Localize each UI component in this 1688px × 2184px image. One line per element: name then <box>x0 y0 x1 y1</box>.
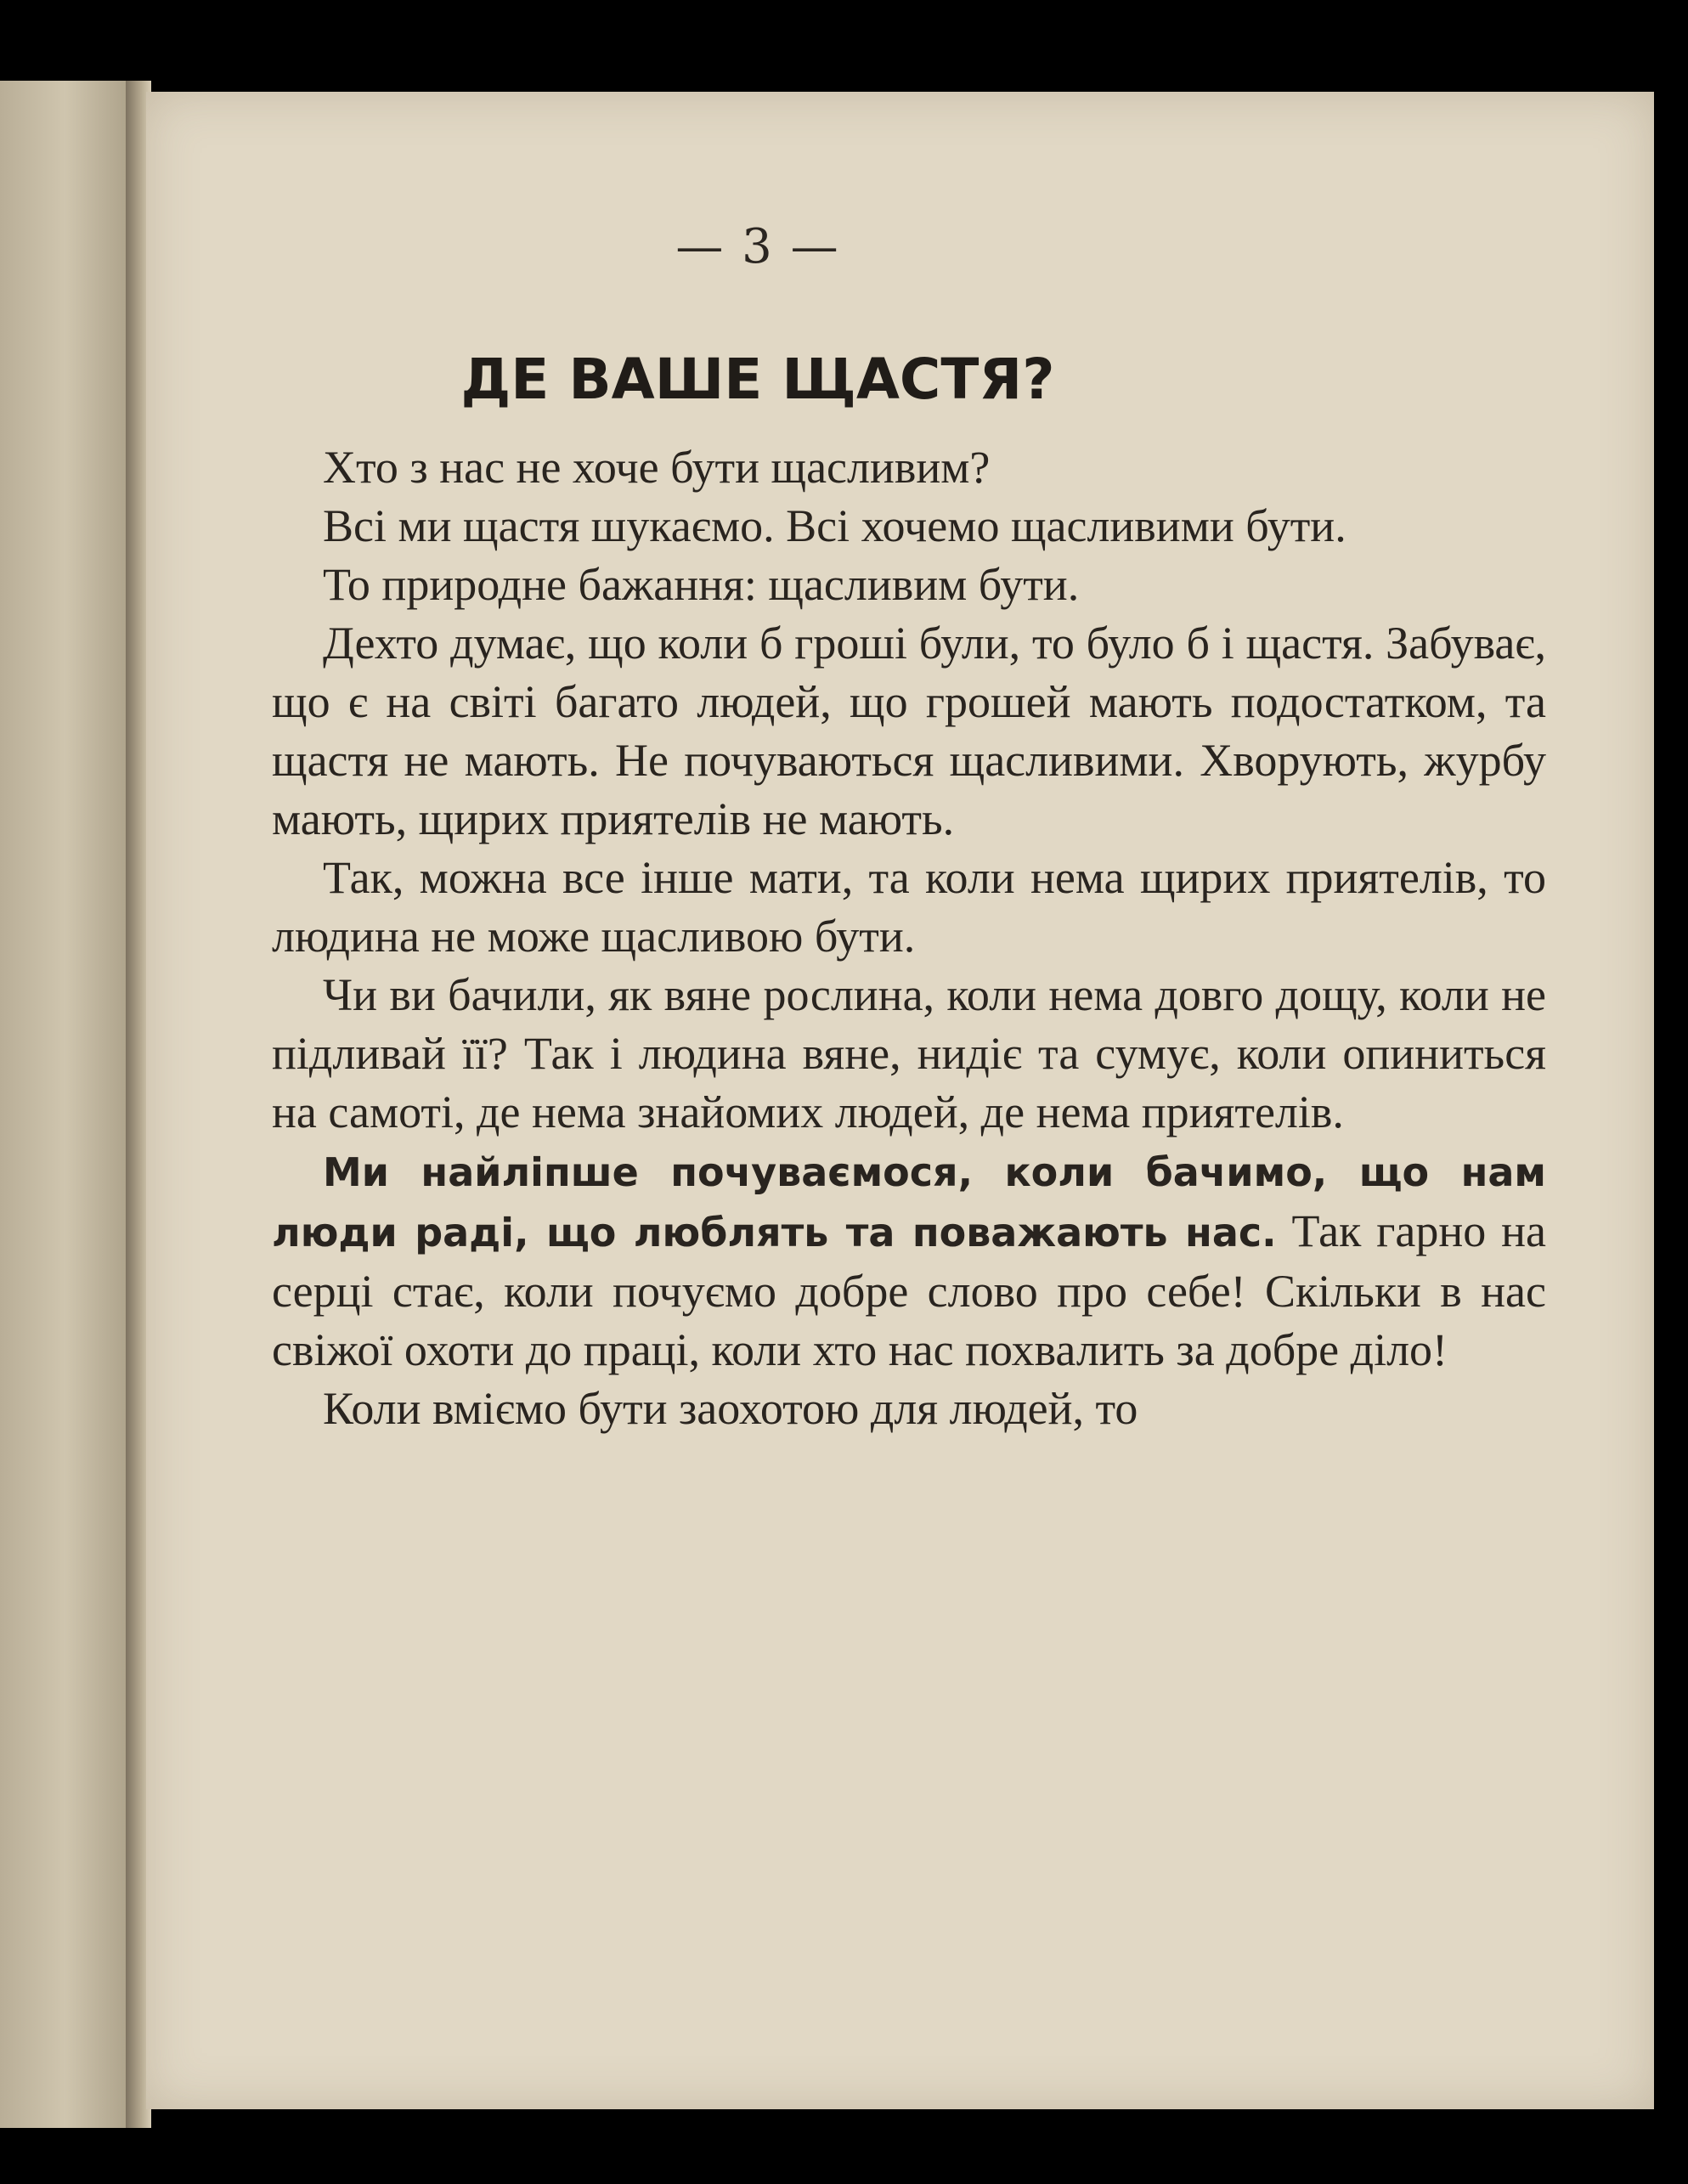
paragraph: Чи ви бачили, як вяне рослина, коли нема довго дощу, коли не підливай її? Так і людина вяне, нидіє та сумує, коли опиниться на самоті, де нема знайомих людей, де нема приятелів. <box>272 969 1546 1137</box>
paragraph: Коли вміємо бути заохотою для людей, то <box>323 1383 1138 1434</box>
book-page <box>146 92 1654 2109</box>
body-text <box>272 438 1546 1438</box>
paragraph: Хто з нас не хоче бути щасливим? <box>323 442 991 493</box>
left-page-edge <box>0 81 144 2128</box>
emphasis-paragraph <box>272 1142 1546 1380</box>
bold-lead-text: Ми найліпше почуваємося, коли бачимо, що нам люди раді, що люблять та поважають нас. <box>272 1149 1546 1256</box>
chapter-title: ДЕ ВАШЕ ЩАСТЯ? <box>460 347 1055 412</box>
paragraph: Дехто думає, що коли б гроші були, то було б і щастя. Забуває, що є на світі багато людей, що грошей мають подостатком, та щастя не мають. Не почуваються щасливими. Хворують, журбу мають, щирих приятелів не мають. <box>272 618 1546 844</box>
paragraph: То природне бажання: щасливим бути. <box>323 559 1080 610</box>
paragraph: Так, можна все інше мати, та коли нема щирих приятелів, то людина не може щасливою бути. <box>272 852 1546 962</box>
page-number: — 3 — <box>675 219 840 274</box>
paragraph-rest: Так гарно на серці стає, коли почуємо добре слово про себе! Скільки в нас свіжої охоти до праці, коли хто нас похвалить за добре діло! <box>272 1205 1546 1375</box>
paragraph: Всі ми щастя шукаємо. Всі хочемо щасливими бути. <box>323 500 1346 551</box>
